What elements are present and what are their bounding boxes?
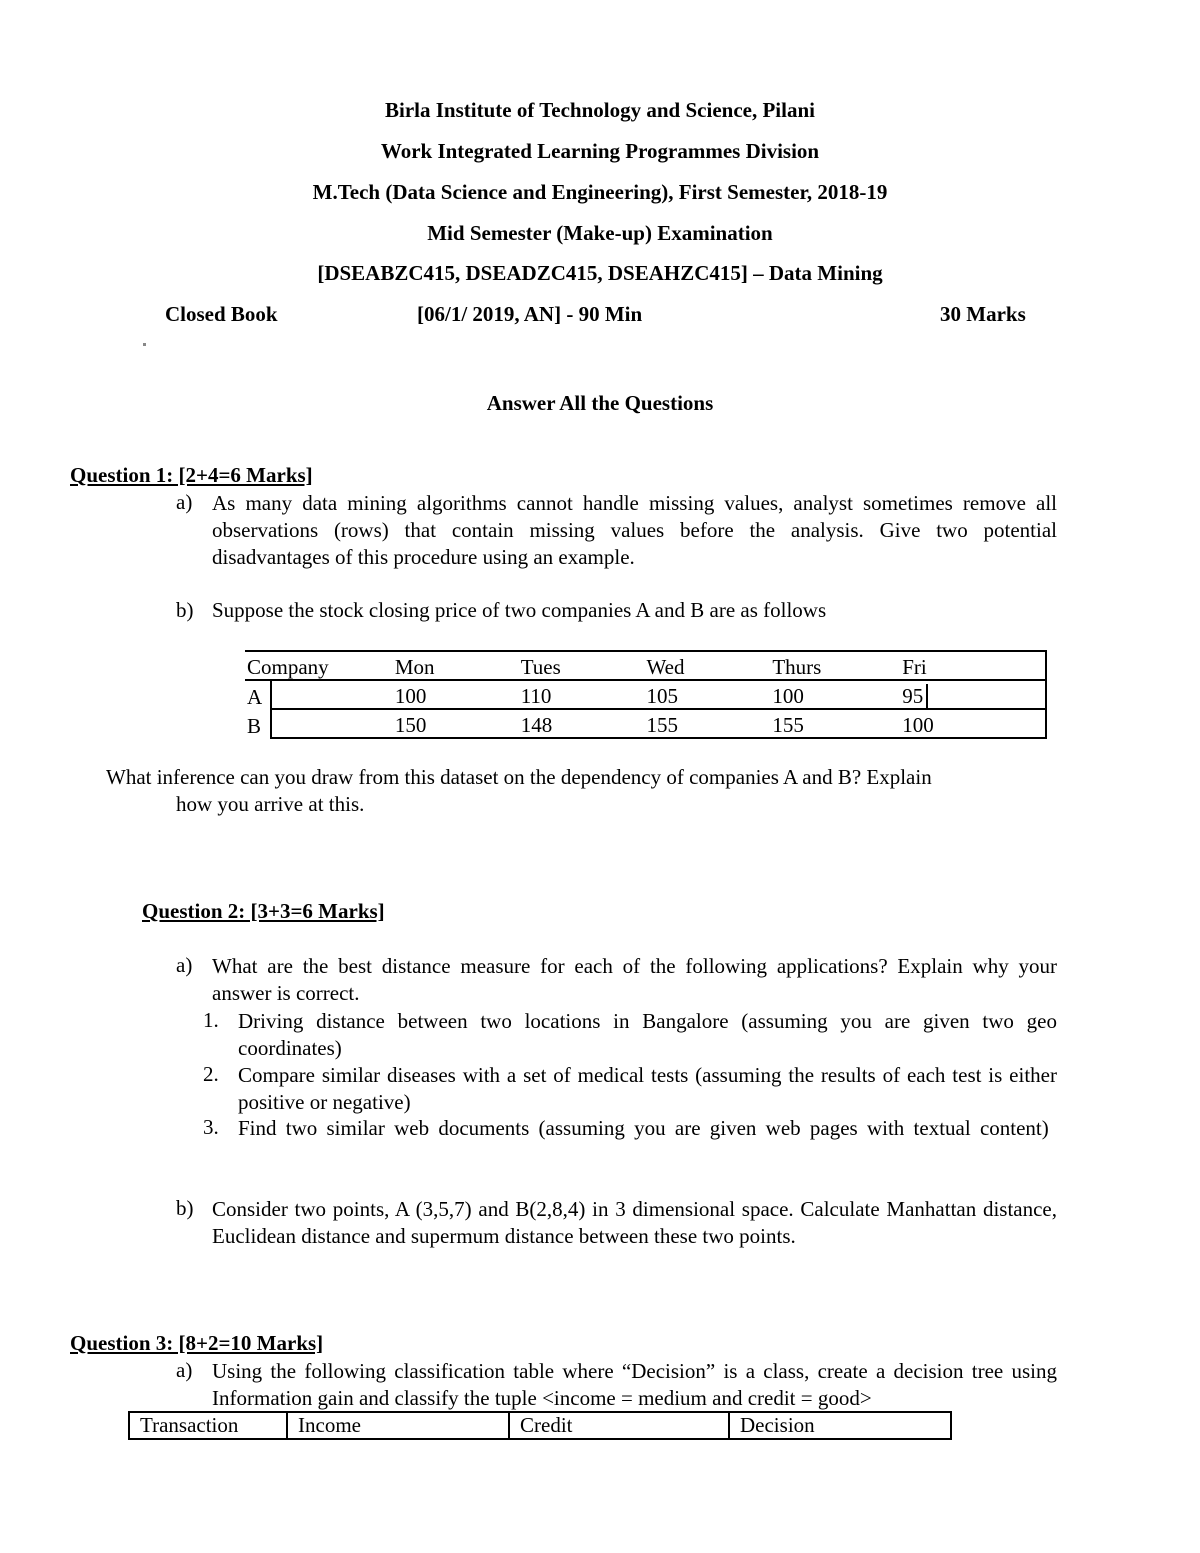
cell-b-mon: 150	[393, 709, 519, 738]
row-label-a: A	[247, 685, 263, 709]
question-1-title: Question 1: [2+4=6 Marks]	[70, 463, 313, 487]
cell-a-thurs: 100	[770, 680, 900, 709]
header-credit: Credit	[509, 1412, 729, 1439]
q2-item-2-text: Compare similar diseases with a set of medical tests (assuming the results of each test is either positive or negative)	[238, 1063, 1057, 1114]
stray-dot	[143, 343, 146, 346]
cell-a-tues: 110	[519, 680, 645, 709]
exam-name: Mid Semester (Make-up) Examination	[427, 221, 773, 245]
decision-table	[128, 1411, 952, 1440]
q2-a-text: What are the best distance measure for each of the following applications? Explain why your answer is correct.	[212, 954, 1057, 1005]
header-tues: Tues	[519, 651, 645, 680]
cell-a-fri: 95	[902, 684, 924, 708]
table-row	[245, 709, 1046, 738]
cell-b-tues: 148	[519, 709, 645, 738]
header-company: Company	[245, 651, 393, 680]
cell-b-thurs: 155	[770, 709, 900, 738]
table-row	[245, 680, 1046, 709]
table-header-row	[129, 1412, 951, 1439]
question-2-title: Question 2: [3+3=6 Marks]	[142, 899, 385, 923]
q2-b-text: Consider two points, A (3,5,7) and B(2,8,4) in 3 dimensional space. Calculate Manhattan distance, Euclidean distance and supermum distance between these two points.	[212, 1197, 1057, 1248]
q1-a-text: As many data mining algorithms cannot handle missing values, analyst sometimes remove all observations (rows) that contain missing values before the analysis. Give two potential disadvantages of this procedure using an example.	[212, 491, 1057, 569]
header-transaction: Transaction	[129, 1412, 287, 1439]
date-duration: [06/1/ 2019, AN] - 90 Min	[417, 302, 643, 326]
division-name: Work Integrated Learning Programmes Division	[380, 139, 820, 163]
header-mon: Mon	[393, 651, 519, 680]
row-label-b: B	[247, 714, 262, 738]
q2-a-marker: a)	[176, 953, 193, 977]
question-3-title: Question 3: [8+2=10 Marks]	[70, 1331, 324, 1355]
table-header-row	[245, 651, 1046, 680]
q2-item-3-text: Find two similar web documents (assuming you are given web pages with textual content)	[238, 1116, 1049, 1140]
total-marks: 30 Marks	[940, 302, 1026, 326]
q1-followup-line2: how you arrive at this.	[176, 792, 365, 816]
course-name: [DSEABZC415, DSEADZC415, DSEAHZC415] – Data Mining	[317, 261, 883, 285]
q2-item-2-num: 2.	[203, 1062, 219, 1086]
stock-price-table	[245, 650, 1047, 739]
header-thurs: Thurs	[770, 651, 900, 680]
header-decision: Decision	[729, 1412, 951, 1439]
q2-item-1-text: Driving distance between two locations in Bangalore (assuming you are given two geo coordinates)	[238, 1009, 1057, 1060]
cell-a-mon: 100	[393, 680, 519, 709]
q1-a-marker: a)	[176, 490, 193, 514]
q1-b-marker: b)	[176, 598, 194, 622]
q3-a-text: Using the following classification table where “Decision” is a class, create a decision tree using Information gain and classify the tuple <income = medium and credit = good>	[212, 1359, 1057, 1410]
header-fri: Fri	[900, 651, 1046, 680]
q1-followup-line1: What inference can you draw from this dataset on the dependency of companies A and B? Explain	[106, 765, 932, 789]
book-type: Closed Book	[165, 302, 278, 326]
q2-item-3-num: 3.	[203, 1115, 219, 1139]
q1-b-text: Suppose the stock closing price of two companies A and B are as follows	[212, 598, 827, 622]
q2-b-marker: b)	[176, 1196, 194, 1220]
instruction: Answer All the Questions	[486, 391, 714, 415]
q3-a-marker: a)	[176, 1358, 193, 1382]
programme-name: M.Tech (Data Science and Engineering), First Semester, 2018-19	[312, 180, 888, 204]
header-income: Income	[287, 1412, 509, 1439]
header-wed: Wed	[645, 651, 771, 680]
cell-b-fri: 100	[900, 709, 1046, 738]
institute-name: Birla Institute of Technology and Science, Pilani	[385, 98, 815, 122]
cell-b-wed: 155	[645, 709, 771, 738]
cell-a-wed: 105	[645, 680, 771, 709]
q2-item-1-num: 1.	[203, 1008, 219, 1032]
